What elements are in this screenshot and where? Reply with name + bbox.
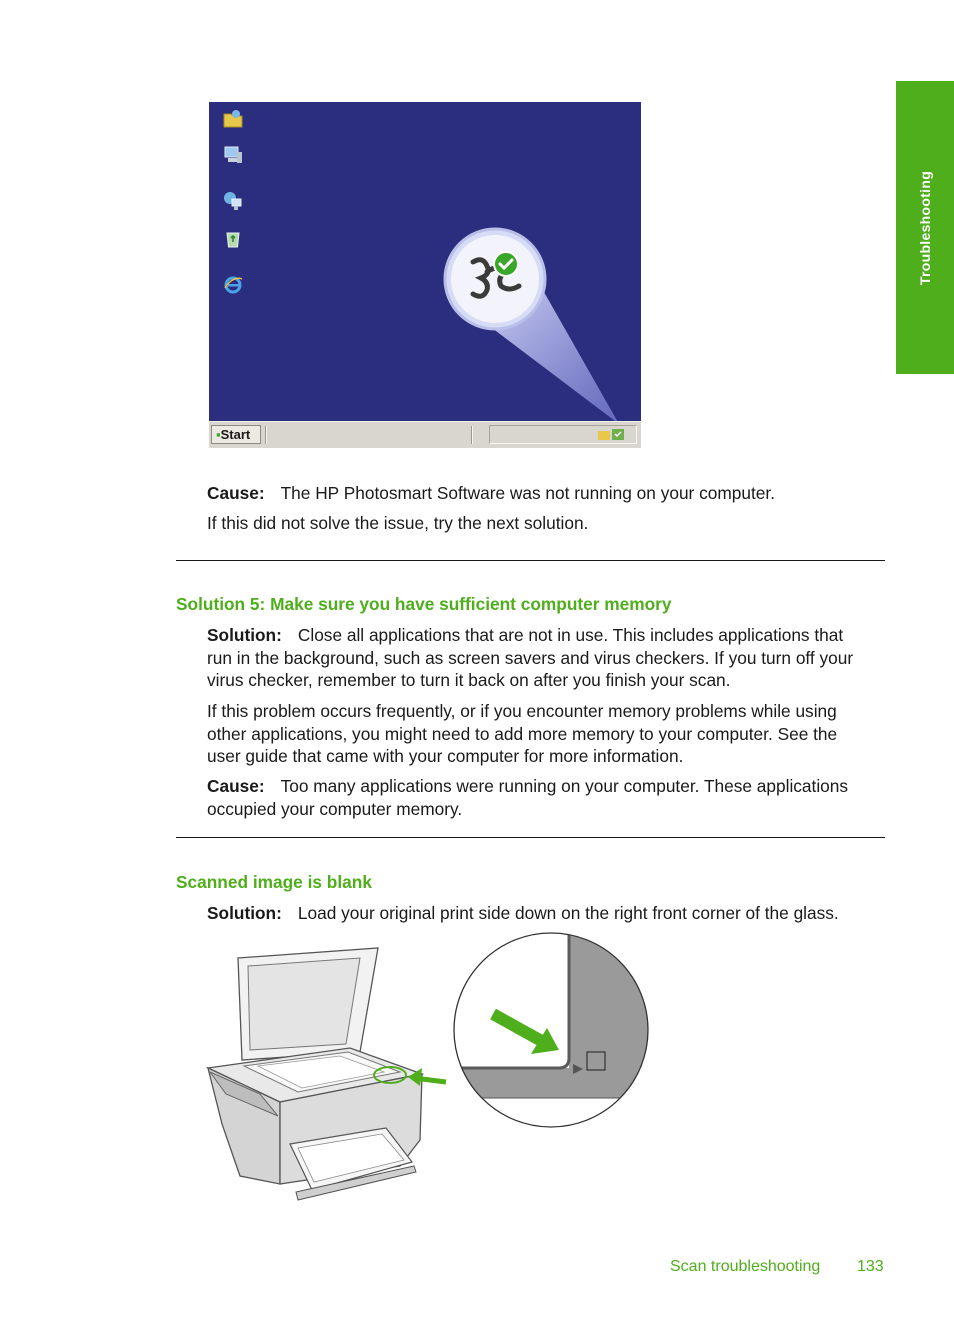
windows-logo-icon: ▪ [216, 427, 221, 442]
solution5-heading: Solution 5: Make sure you have sufficient computer memory [176, 594, 672, 614]
solution5-cause-paragraph [207, 775, 887, 820]
cause-text: The HP Photosmart Software was not running on your computer. [280, 483, 775, 503]
cause2-line-1: Cause: Too many applications were running on your computer. These applications [207, 776, 849, 796]
divider [176, 837, 885, 838]
solution-label: Solution: [207, 625, 282, 645]
solution5-line-1: Solution: Close all applications that are not in use. This includes applications that [207, 625, 844, 645]
memory-line-1: If this problem occurs frequently, or if you encounter memory problems while using [207, 701, 837, 721]
divider [176, 560, 885, 561]
start-label: Start [220, 427, 251, 442]
memory-line-2: other applications, you might need to add more memory to your computer. See the [207, 723, 838, 744]
cause-label: Cause: [207, 776, 265, 796]
blank-solution-paragraph [207, 902, 839, 925]
printer-illustration [200, 944, 460, 1214]
tray-hp-icon[interactable] [612, 429, 624, 440]
blank-solution-text: Load your original print side down on the right front corner of the glass. [297, 903, 839, 923]
solution5-solution-paragraph [207, 624, 887, 692]
corner-callout [451, 932, 651, 1132]
blank-heading: Scanned image is blank [176, 872, 372, 892]
start-button[interactable] [211, 425, 261, 444]
cause2-line-2: occupied your computer memory. [207, 798, 463, 819]
solution5-line-3: virus checker, remember to turn it back on after you finish your scan. [207, 670, 731, 690]
memory-line-3: user guide that came with your computer for more information. [207, 746, 684, 766]
tray-folder-icon[interactable] [598, 429, 610, 440]
side-tab [896, 81, 954, 374]
page-number: 133 [857, 1258, 884, 1275]
cause-paragraph [207, 482, 775, 505]
next-solution-text: If this did not solve the issue, try the next solution. [207, 513, 589, 533]
checkmark-icon [492, 250, 520, 278]
taskbar-separator [471, 426, 473, 444]
side-tab-label: Troubleshooting [917, 170, 933, 285]
memory-paragraph [207, 700, 887, 768]
solution-label: Solution: [207, 903, 282, 923]
solution5-line-2: run in the background, such as screen savers and virus checkers. If you turn off your [207, 647, 854, 668]
spotlight-callout [209, 102, 641, 448]
footer-section: Scan troubleshooting [670, 1258, 821, 1275]
system-tray [489, 425, 637, 444]
taskbar [209, 421, 641, 448]
desktop-screenshot [209, 102, 641, 448]
taskbar-separator [265, 426, 267, 444]
cause-label: Cause: [207, 483, 265, 503]
